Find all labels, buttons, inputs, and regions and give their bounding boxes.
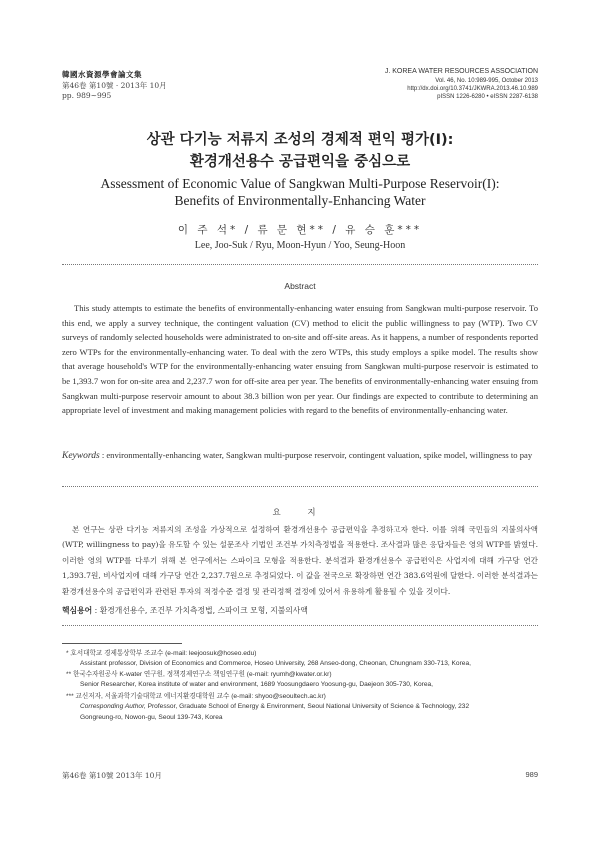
footnote-3: [66, 692, 538, 723]
footnote-3-role: Corresponding Author,: [80, 703, 146, 711]
keywords-text: : environmentally-enhancing water, Sangkwan multi-purpose reservoir, contingent valuation, spike model, willingness to pay: [101, 450, 533, 460]
abstract-heading: Abstract: [284, 281, 316, 291]
title-ko-line2: 환경개선용수 공급편익을 중심으로: [189, 154, 411, 170]
footer-journal-issue: 第46卷 第10號 2013年 10月: [62, 771, 162, 780]
footnote-3-ko: *** 교신저자, 서울과학기술대학교 에너지환경대학원 교수 (e-mail: shyoo@seoultech.ac.kr): [66, 693, 326, 700]
abstract-keywords: [62, 449, 538, 464]
footnote-2-ko: ** 한국수자원공사 K-water 연구원, 정책경제연구소 책임연구원 (e-mail: ryumh@kwater.or.kr): [66, 671, 332, 678]
summary-ko-heading: 요 지: [272, 508, 328, 518]
ko-keywords-label: 핵심용어: [62, 606, 93, 615]
summary-ko-keywords: [62, 605, 538, 616]
footnote-3-en: [66, 702, 538, 723]
journal-name-en: J. KOREA WATER RESOURCES ASSOCIATION: [384, 68, 538, 75]
abstract-body: [62, 301, 538, 418]
journal-name-ko: 韓國水資源學會論文集: [62, 70, 142, 79]
page-number: 989: [525, 770, 538, 779]
footnote-rule: [62, 643, 182, 644]
keywords-label: Keywords: [62, 451, 100, 461]
footnote-3-en-line2: Gongreung-ro, Nowon-gu, Seoul 139-743, Korea: [80, 713, 223, 721]
ko-keywords-text: : 환경개선용수, 조건부 가치측정법, 스파이크 모형, 지불의사액: [94, 606, 308, 615]
authors-ko: 이 주 석* / 류 문 현** / 유 승 훈***: [177, 224, 423, 236]
journal-volume-en: Vol. 46, No. 10:989-995, October 2013: [435, 78, 538, 84]
authors-en: Lee, Joo-Suk / Ryu, Moon-Hyun / Yoo, Seung-Hoon: [194, 240, 406, 251]
abstract-text: This study attempts to estimate the benefits of environmentally-enhancing water ensuing from Sangkwan multi-purpose reservoir. To this end, we apply a survey technique, the contingent valuation (CV) method to elicit the public willingness to pay (WTP). Two CV surveys of randomly selected households were administrated to on-site and off-site areas. As it happens, a number of respondents reported zero WTPs for the environmentally-enhancing water. To deal with the zero WTPs, this study employs a spike model. The results show that average household's WTP for the environmentally-enhancing water ensuing from Sangkwan multi-purpose reservoir is estimated to be 1,393.7 won for on-site area and 2,237.7 won for off-site area per year. The benefits of environmentally-enhancing water ensuing from Sangkwan multi-purpose reservoir amount to about 38.3 billion won per year. Our findings are expected to contribute to determining an appropriate level of investment and making management policies with regard to the benefits of environmentally-enhancing water.: [62, 303, 538, 416]
divider-dotted: [62, 486, 538, 487]
footnote-2: [66, 670, 538, 691]
summary-ko-body: [62, 522, 538, 599]
footnote-3-en-line1: Professor, Graduate School of Energy & Environment, Seoul National University of Science & Technology, 232: [145, 703, 470, 711]
footnote-1-ko: * 호서대학교 경제통상학부 조교수 (e-mail: leejoosuk@hoseo.edu): [66, 650, 257, 657]
footnote-2-en: Senior Researcher, Korea institute of water and environment, 1689 Yoosungdaero Yoosung-gu, Daejeon 305-730, Korea,: [80, 681, 434, 689]
footnote-1: [66, 649, 538, 670]
journal-volume-ko: 第46卷 第10號 · 2013年 10月: [62, 81, 167, 90]
title-en-line2: Benefits of Environmentally-Enhancing Water: [174, 193, 426, 208]
title-en-line1: Assessment of Economic Value of Sangkwan Multi-Purpose Reservoir(I):: [100, 176, 500, 191]
journal-pages: pp. 989~995: [62, 91, 112, 100]
footnote-1-en: Assistant professor, Division of Economics and Commerce, Hoseo University, 268 Anseo-dong, Cheonan, Chungnam 330-713, Korea,: [80, 660, 471, 668]
divider-dotted: [62, 264, 538, 265]
journal-doi-link[interactable]: http://dx.doi.org/10.3741/JKWRA.2013.46.10.989: [407, 86, 538, 92]
journal-issn: pISSN 1226-6280 • eISSN 2287-6138: [437, 94, 538, 100]
divider-dotted: [62, 625, 538, 626]
summary-ko-text: 본 연구는 상관 다기능 저류지의 조성을 가상적으로 설정하여 환경개선용수 공급편익을 추정하고자 한다. 이를 위해 국민들의 지불의사액(WTP, willingness to pay)을 유도할 수 있는 설문조사 기법인 조건부 가치측정법을 적용한다. 조사결과 많은 응답자들은 영의 WTP를 밝혔다. 이러한 영의 WTP를 다루기 위해 본 연구에서는 스파이크 모형을 적용한다. 분석결과 환경개선용수 공급편익은 사업지에 대해 가구당 연간 1,393.7원, 비사업지에 대해 가구당 연간 2,237.7원으로 추정되었다. 이 값을 전국으로 확장하면 연간 383.6억원에 달한다. 이러한 분석결과는 환경개선용수의 공급편익과 관련된 투자의 적정수준 결정 및 관리정책 결정에 있어서 유용하게 활용될 수 있을 것이다.: [62, 525, 538, 596]
title-ko-line1: 상관 다기능 저류지 조성의 경제적 편익 평가(I):: [146, 132, 454, 148]
